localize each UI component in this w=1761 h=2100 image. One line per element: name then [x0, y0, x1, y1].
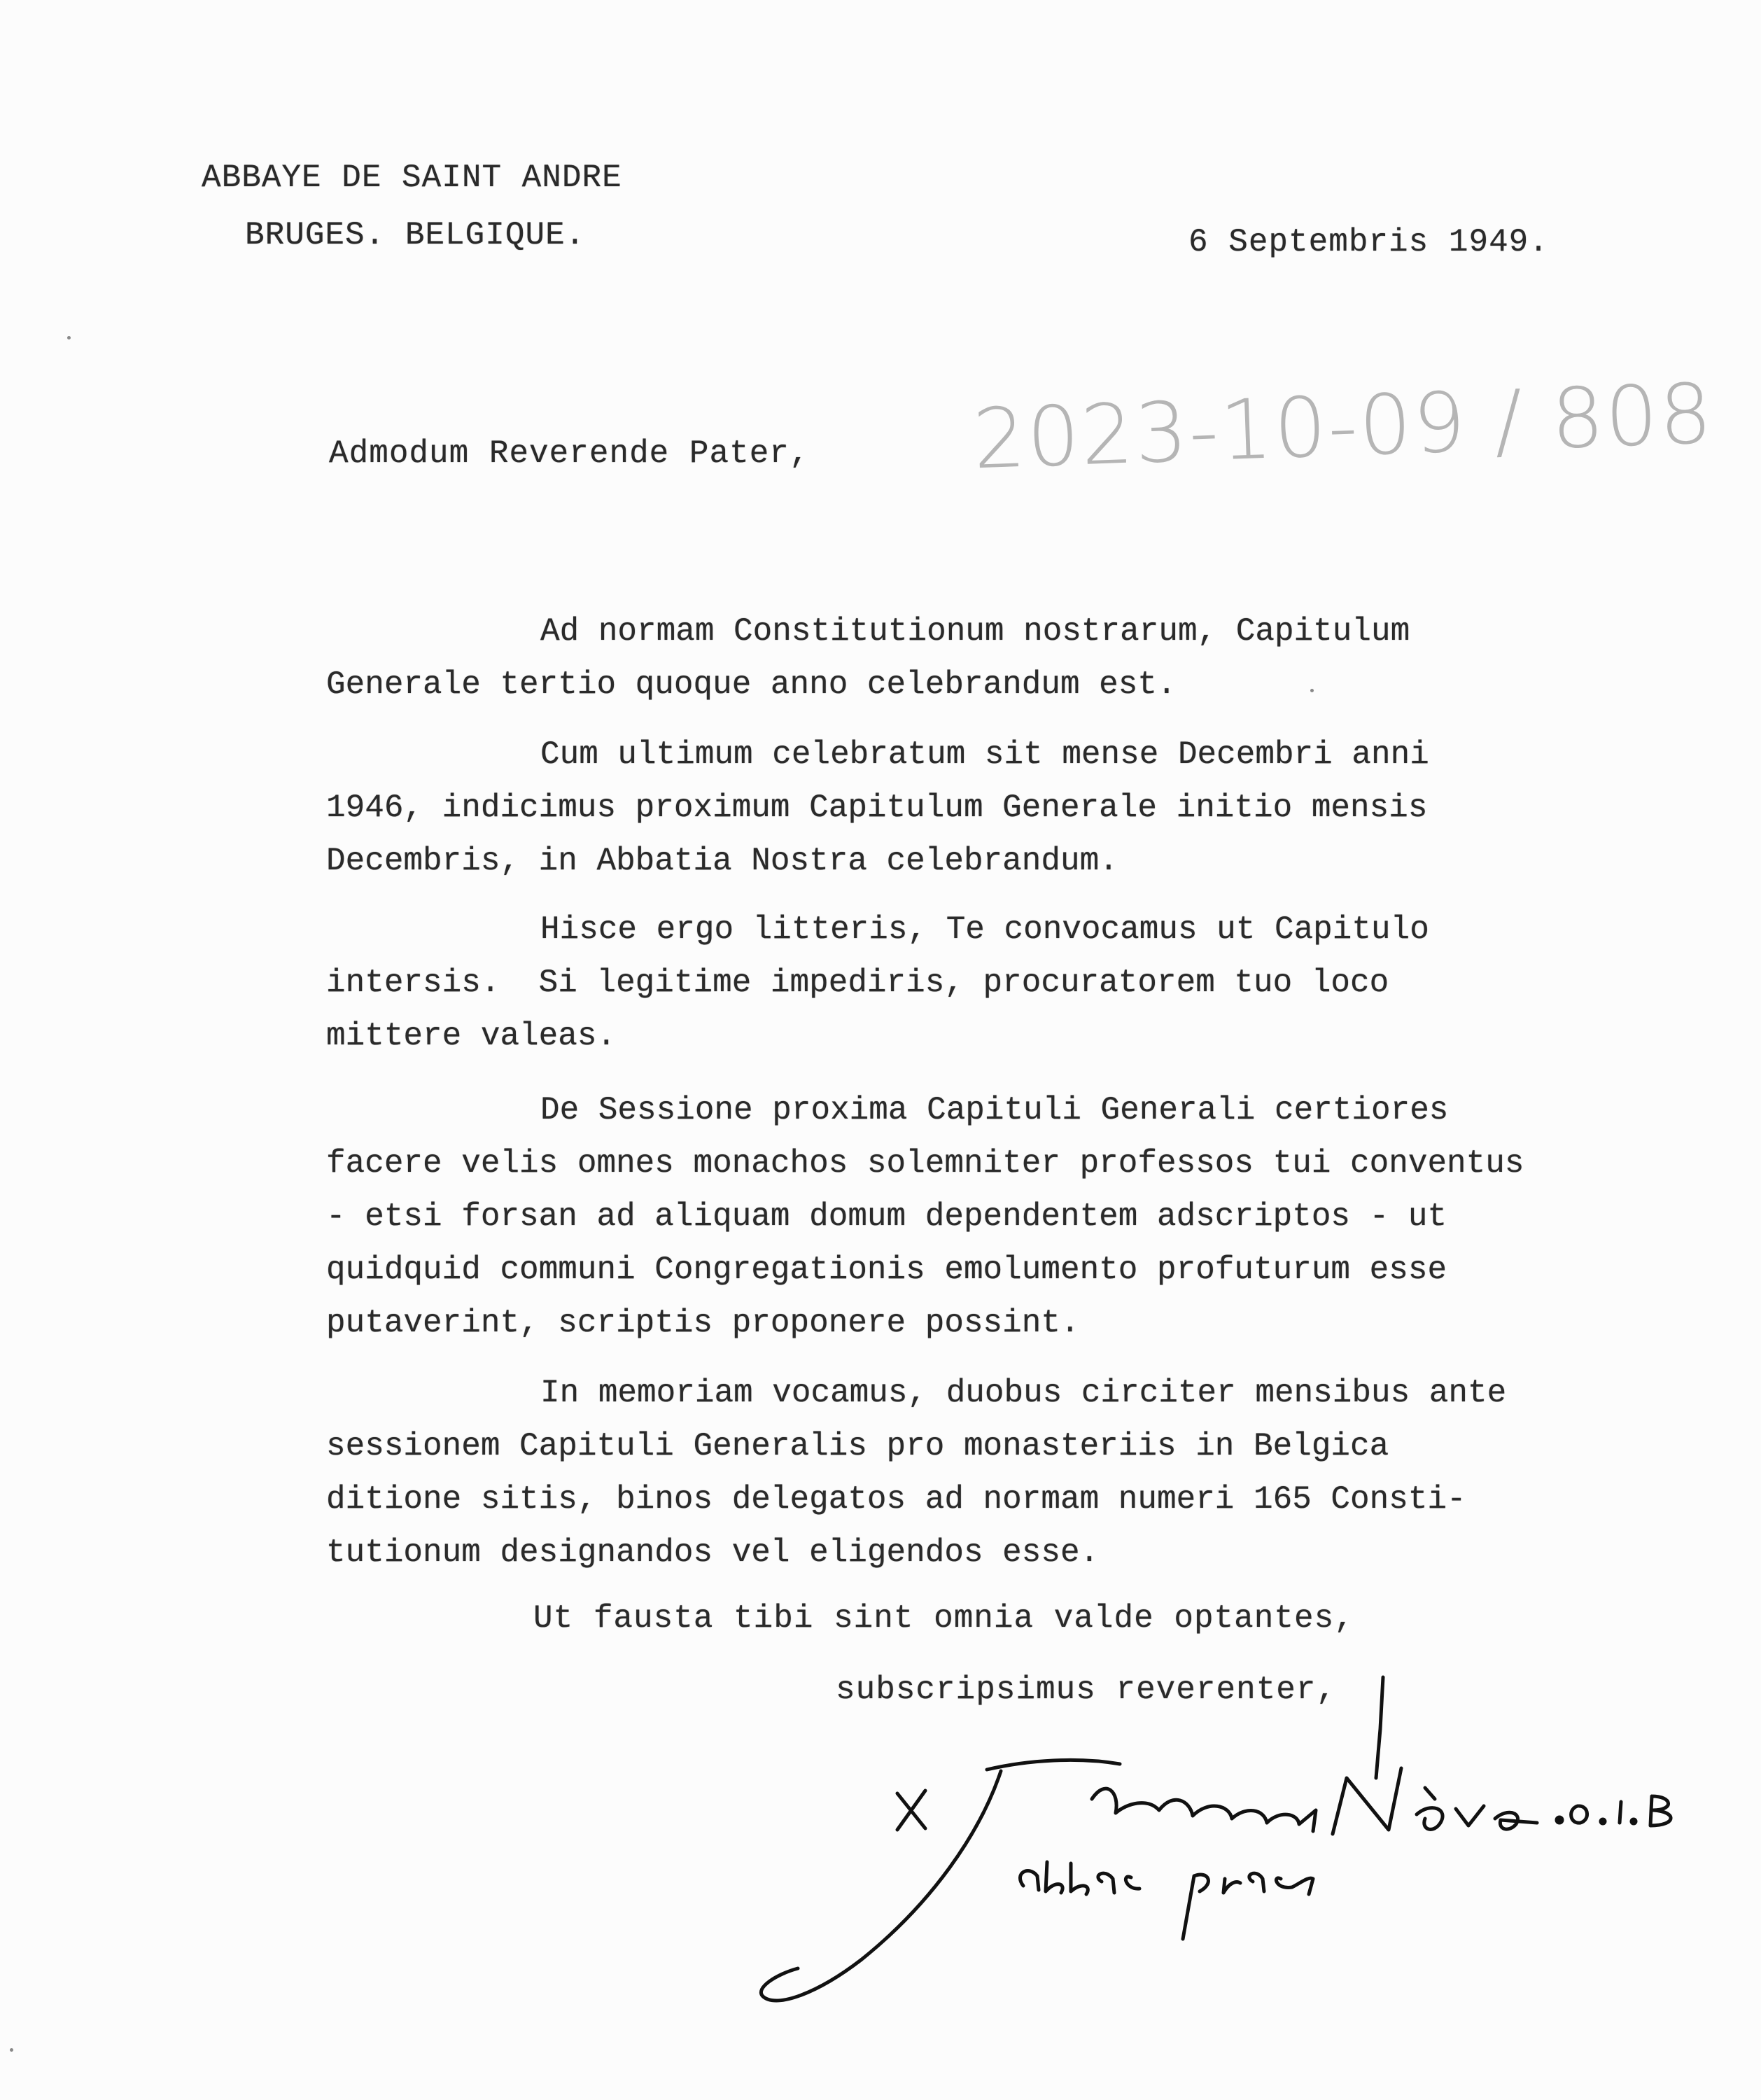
closing-line-1: Ut fausta tibi sint omnia valde optantes, — [533, 1600, 1354, 1637]
closing-line-2: subscripsimus reverenter, — [836, 1672, 1337, 1708]
archive-pencil-note: 2023-10-09 / 808 — [971, 365, 1715, 488]
paragraph-line: intersis. Si legitime impediris, procuratorem tuo loco — [326, 965, 1389, 1001]
paragraph-line: Generale tertio quoque anno celebrandum est. — [326, 666, 1177, 703]
paragraph-line: Hisce ergo litteris, Te convocamus ut Capitulo — [540, 911, 1429, 948]
scan-speck — [1310, 689, 1314, 692]
paragraph-line: In memoriam vocamus, duobus circiter mensibus ante — [540, 1375, 1507, 1411]
paragraph-line: ditione sitis, binos delegatos ad normam numeri 165 Consti- — [326, 1481, 1466, 1518]
salutation: Admodum Reverende Pater, — [329, 435, 810, 472]
paragraph-line: mittere valeas. — [326, 1018, 617, 1054]
paragraph-line: Cum ultimum celebratum sit mense Decembri anni — [540, 736, 1429, 773]
paragraph-line: facere velis omnes monachos solemniter professos tui conventus — [326, 1145, 1524, 1182]
scan-speck — [67, 336, 71, 340]
letter-date: 6 Septembris 1949. — [1188, 224, 1549, 260]
paragraph-line: Decembris, in Abbatia Nostra celebrandum. — [326, 843, 1118, 879]
paragraph-line: quidquid communi Congregationis emolumento profuturum esse — [326, 1252, 1447, 1288]
paragraph-line: Ad normam Constitutionum nostrarum, Capitulum — [540, 613, 1410, 650]
paragraph-line: tutionum designandos vel eligendos esse. — [326, 1534, 1100, 1571]
paragraph-line: De Sessione proxima Capituli Generali certiores — [540, 1092, 1449, 1128]
scan-speck — [10, 2048, 13, 2052]
letterhead-line-1: ABBAYE DE SAINT ANDRE — [202, 160, 622, 196]
paragraph-line: 1946, indicimus proximum Capitulum Generale initio mensis — [326, 790, 1428, 826]
paragraph-line: putaverint, scriptis proponere possint. — [326, 1305, 1080, 1341]
letterhead-line-2: BRUGES. BELGIQUE. — [245, 217, 586, 253]
paragraph-line: - etsi forsan ad aliquam domum dependentem adscriptos - ut — [326, 1198, 1447, 1235]
paragraph-line: sessionem Capituli Generalis pro monasteriis in Belgica — [326, 1428, 1389, 1464]
